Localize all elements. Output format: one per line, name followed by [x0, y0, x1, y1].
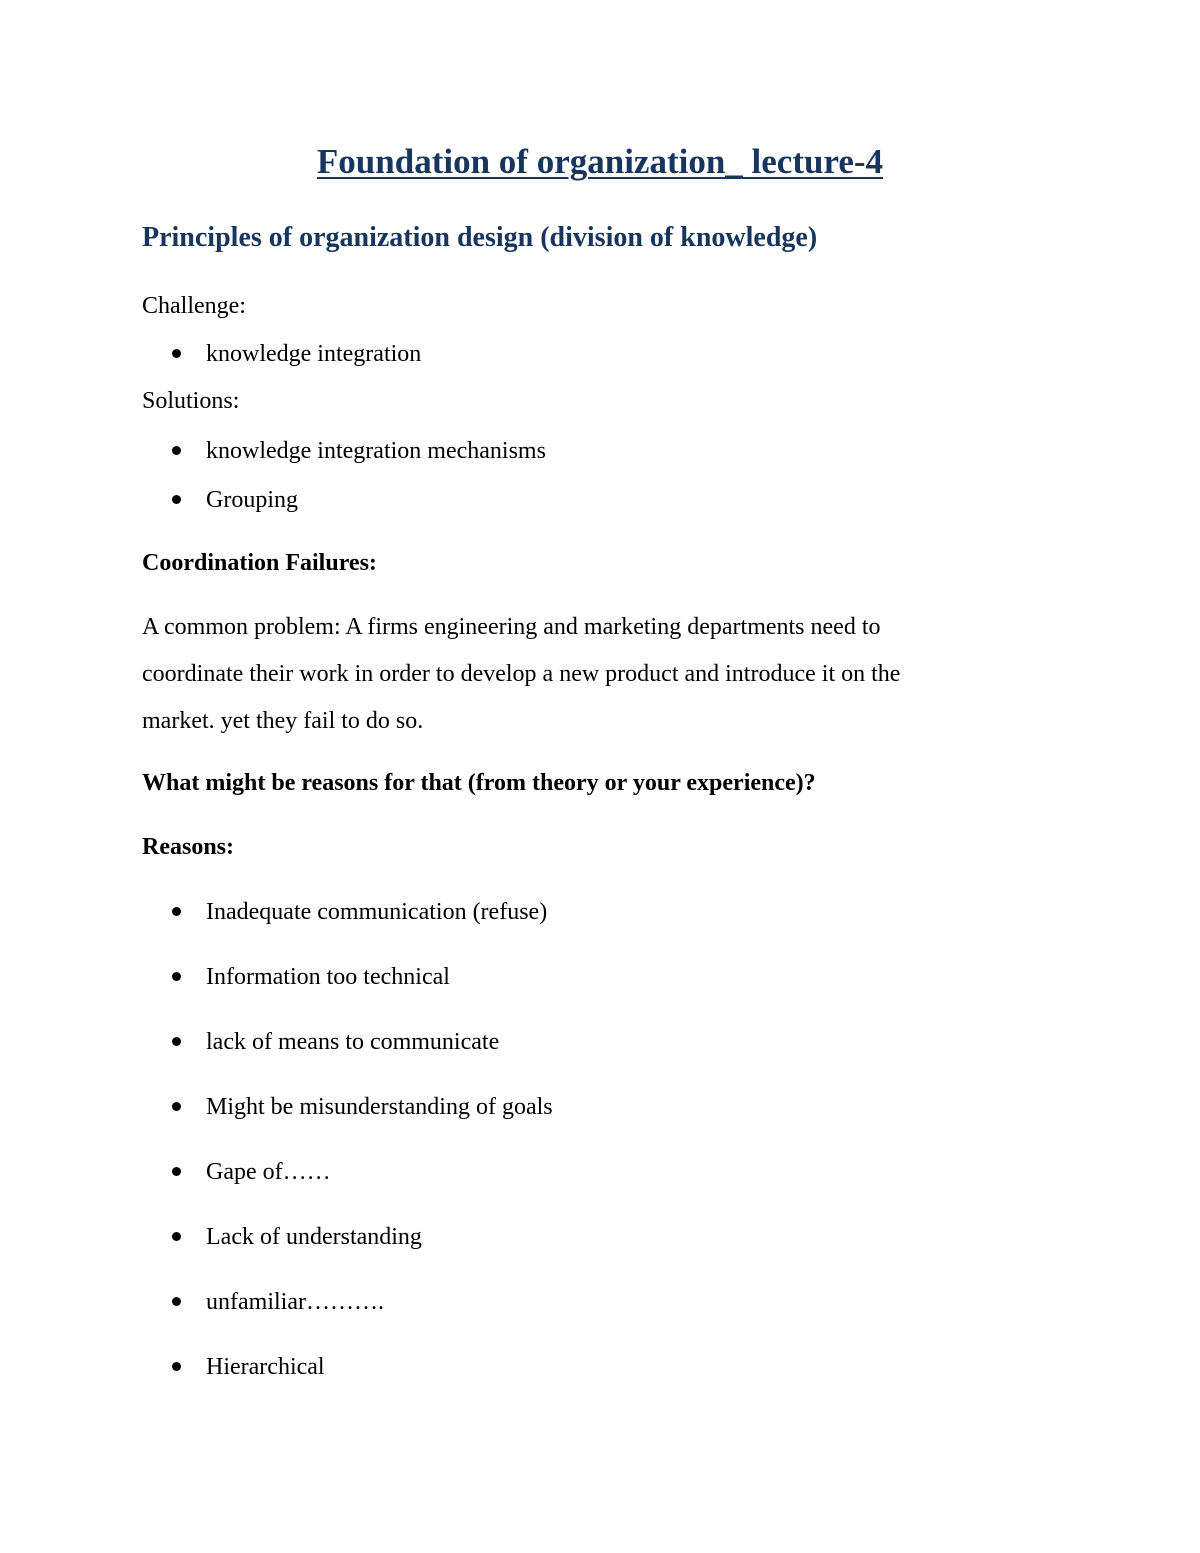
bullet-icon [172, 1232, 181, 1241]
list-item [172, 1026, 499, 1058]
list-item-text: unfamiliar………. [206, 1289, 384, 1315]
paragraph-line: market. yet they fail to do so. [142, 708, 424, 734]
reasons-heading: Reasons: [142, 834, 235, 860]
question-heading: What might be reasons for that (from theory or your experience)? [142, 770, 816, 796]
list-item [172, 435, 546, 467]
list-item-text: Lack of understanding [206, 1224, 422, 1250]
paragraph-line: A common problem: A firms engineering and marketing departments need to [142, 614, 881, 640]
list-item-text: Information too technical [206, 964, 450, 990]
bullet-icon [172, 1297, 181, 1306]
list-item-text: Inadequate communication (refuse) [206, 899, 548, 925]
list-item [172, 1286, 384, 1318]
challenge-label: Challenge: [142, 293, 246, 319]
paragraph-line: coordinate their work in order to develop a new product and introduce it on the [142, 661, 901, 687]
list-item [172, 1156, 331, 1188]
section-heading: Principles of organization design (division of knowledge) [142, 222, 818, 253]
list-item [172, 1351, 325, 1383]
bullet-icon [172, 1102, 181, 1111]
bullet-icon [172, 495, 181, 504]
list-item [172, 1221, 422, 1253]
list-item [172, 961, 450, 993]
list-item [172, 338, 421, 370]
list-item [172, 484, 298, 516]
list-item-text: Gape of…… [206, 1159, 331, 1185]
bullet-icon [172, 1362, 181, 1371]
list-item-text: lack of means to communicate [206, 1029, 500, 1055]
list-item-text: Might be misunderstanding of goals [206, 1094, 553, 1120]
list-item-text: knowledge integration mechanisms [206, 438, 546, 464]
page-title: Foundation of organization_ lecture-4 [316, 142, 884, 181]
list-item [172, 896, 547, 928]
bullet-icon [172, 972, 181, 981]
bullet-icon [172, 907, 181, 916]
bullet-icon [172, 349, 181, 358]
list-item-text: knowledge integration [206, 341, 422, 367]
bullet-icon [172, 1037, 181, 1046]
bullet-icon [172, 446, 181, 455]
list-item-text: Hierarchical [206, 1354, 325, 1380]
list-item [172, 1091, 553, 1123]
list-item-text: Grouping [206, 487, 298, 513]
coordination-heading: Coordination Failures: [142, 550, 377, 576]
bullet-icon [172, 1167, 181, 1176]
solutions-label: Solutions: [142, 388, 240, 414]
